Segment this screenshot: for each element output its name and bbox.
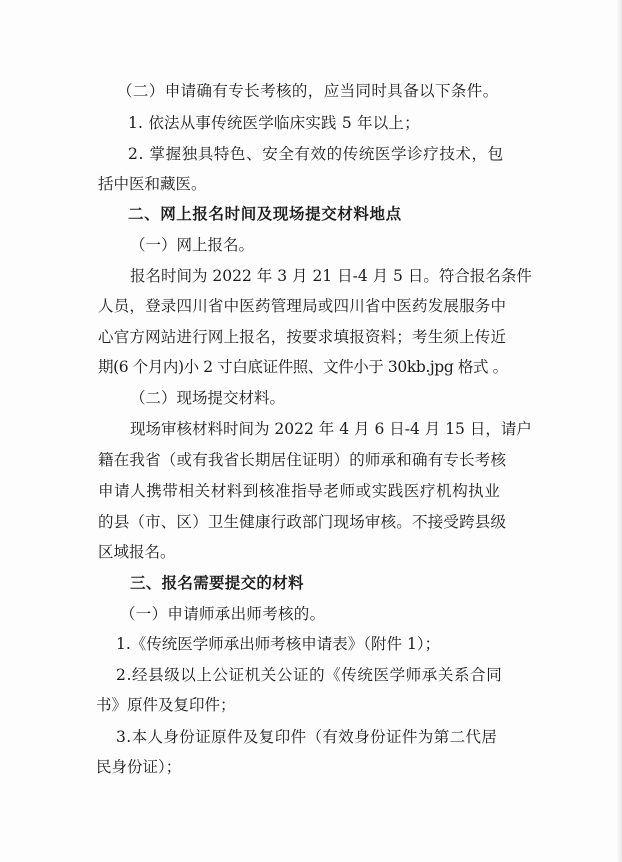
material-item-2-cont: 书》原件及复印件； [96,696,236,714]
scan-edge [616,0,622,862]
online-registration-text-3: 心官方网站进行网上报名，按要求填报资料；考生须上传近 [98,328,507,346]
onsite-text-2: 籍在我省（或有我省长期居住证明）的师承和确有专长考核 [98,451,507,469]
condition-item-2-cont: 括中医和藏医。 [98,175,207,193]
subheading-onsite-materials: （二）现场提交材料。 [130,389,286,407]
onsite-text-4: 的县（市、区）卫生健康行政部门现场审核。不接受跨县级 [98,513,507,531]
condition-item-1: 1. 依法从事传统医学临床实践 5 年以上； [128,114,420,132]
material-item-3-cont: 民身份证）； [96,758,182,776]
material-item-3: 3.本人身份证原件及复印件（有效身份证件为第二代居 [116,728,498,746]
online-registration-text-2: 人员，登录四川省中医药管理局或四川省中医药发展服务中 [98,297,507,315]
section-heading-2: 二、网上报名时间及现场提交材料地点 [128,204,402,223]
onsite-text-5: 区域报名。 [98,543,176,561]
onsite-text-1: 现场审核材料时间为 2022 年 4 月 6 日-4 月 15 日，请户 [130,420,532,438]
section-heading-3: 三、报名需要提交的材料 [130,573,304,592]
online-registration-text-4: 期(6 个月内)小 2 寸白底证件照、文件小于 30kb.jpg 格式 。 [98,358,508,376]
condition-heading-2: （二）申请确有专长考核的，应当同时具备以下条件。 [117,82,499,100]
online-registration-text-1: 报名时间为 2022 年 3 月 21 日-4 月 5 日。符合报名条件 [130,267,532,285]
material-item-1: 1.《传统医学师承出师考核申请表》（附件 1）； [116,635,441,653]
subheading-online-registration: （一）网上报名。 [130,236,255,254]
subheading-apprentice-exam: （一）申请师承出师考核的。 [120,605,326,623]
material-item-2: 2.经县级以上公证机关公证的《传统医学师承关系合同 [116,666,503,684]
onsite-text-3: 申请人携带相关材料到核准指导老师或实践医疗机构执业 [98,482,501,500]
condition-item-2: 2. 掌握独具特色、安全有效的传统医学诊疗技术，包 [128,145,504,163]
